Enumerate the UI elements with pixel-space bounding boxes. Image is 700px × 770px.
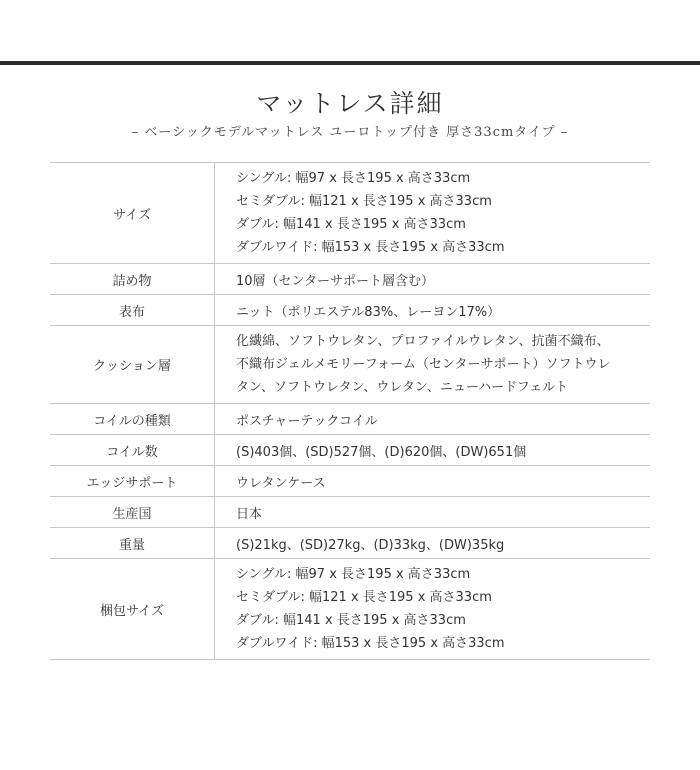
- spec-value: (S)21kg、(SD)27kg、(D)33kg、(DW)35kg: [236, 537, 505, 553]
- spec-label: コイル数: [50, 435, 215, 466]
- page-subtitle: – ベーシックモデルマットレス ユーロトップ付き 厚さ33cmタイプ –: [131, 125, 569, 140]
- spec-value: 日本: [236, 506, 263, 522]
- spec-label: 生産国: [50, 497, 215, 528]
- spec-row-size: [50, 163, 650, 264]
- spec-value-line: ダブルワイド: 幅153 x 長さ195 x 高さ33cm: [236, 240, 505, 255]
- spec-label: エッジサポート: [50, 466, 215, 497]
- spec-value: [215, 326, 651, 404]
- spec-row-coil-type: [50, 404, 650, 435]
- spec-value-line: シングル: 幅97 x 長さ195 x 高さ33cm: [236, 171, 471, 186]
- spec-value-line: ダブル: 幅141 x 長さ195 x 高さ33cm: [236, 217, 466, 232]
- spec-label: コイルの種類: [50, 404, 215, 435]
- spec-row-edge-support: [50, 466, 650, 497]
- spec-row-coil-count: [50, 435, 650, 466]
- spec-table: [50, 162, 650, 660]
- spec-value-line: 不織布ジェルメモリーフォーム（センターサポート）ソフトウレ: [236, 357, 611, 372]
- spec-row-package-size: [50, 559, 650, 660]
- spec-label: 表布: [50, 295, 215, 326]
- spec-value-line: セミダブル: 幅121 x 長さ195 x 高さ33cm: [236, 194, 492, 209]
- spec-value: (S)403個、(SD)527個、(D)620個、(DW)651個: [236, 444, 527, 460]
- spec-value-line: ダブルワイド: 幅153 x 長さ195 x 高さ33cm: [236, 636, 505, 651]
- spec-value-line: シングル: 幅97 x 長さ195 x 高さ33cm: [236, 567, 471, 582]
- spec-label: 梱包サイズ: [50, 559, 215, 660]
- spec-value-line: ダブル: 幅141 x 長さ195 x 高さ33cm: [236, 613, 466, 628]
- spec-value: 10層（センターサポート層含む）: [236, 273, 435, 289]
- spec-label: クッション層: [50, 326, 215, 404]
- top-divider: [0, 61, 700, 65]
- spec-row-filling: [50, 264, 650, 295]
- spec-value: [215, 163, 651, 264]
- spec-row-origin: [50, 497, 650, 528]
- spec-value-line: セミダブル: 幅121 x 長さ195 x 高さ33cm: [236, 590, 492, 605]
- spec-row-fabric: [50, 295, 650, 326]
- spec-row-cushion: [50, 326, 650, 404]
- spec-value-line: タン、ソフトウレタン、ウレタン、ニューハードフェルト: [236, 380, 569, 395]
- spec-value-line: 化繊綿、ソフトウレタン、プロファイルウレタン、抗菌不織布、: [236, 334, 610, 349]
- spec-label: 詰め物: [50, 264, 215, 295]
- spec-value: ウレタンケース: [236, 475, 326, 491]
- spec-label: 重量: [50, 528, 215, 559]
- spec-value: ニット（ポリエステル83%、レーヨン17%）: [236, 304, 501, 320]
- spec-value: ポスチャーテックコイル: [236, 413, 378, 429]
- spec-value: [215, 559, 651, 660]
- spec-row-weight: [50, 528, 650, 559]
- page-title: マットレス詳細: [256, 89, 444, 118]
- spec-label: サイズ: [50, 163, 215, 264]
